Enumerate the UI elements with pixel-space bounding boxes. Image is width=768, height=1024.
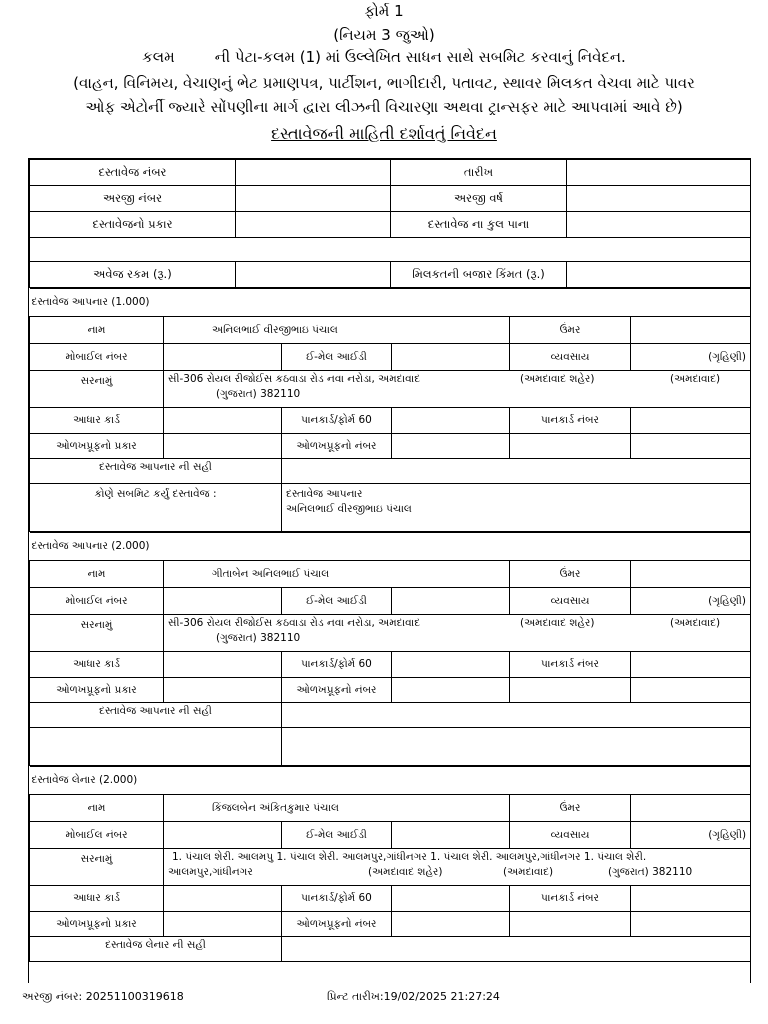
application-number-label: અરજી નંબર	[30, 186, 236, 212]
executant-1-id-number-value	[392, 434, 510, 459]
claimant-2-extra-1	[510, 912, 631, 937]
claimant-2-address-state: (ગુજરાત) 382110	[608, 866, 693, 878]
executant-1-heading: દસ્તાવેજ આપનાર (1.000)	[30, 289, 751, 317]
claimant-2-signature-box	[282, 937, 751, 962]
blank-row	[30, 238, 751, 262]
date-label: તારીખ	[391, 160, 567, 186]
executant-1-id-number-label: ઓળખપ્રૂફનો નંબર	[282, 434, 392, 459]
doc-type-value	[236, 212, 391, 238]
executant-2-id-number-label: ઓળખપ્રૂફનો નંબર	[282, 678, 392, 703]
executant-1-aadhaar-value	[164, 408, 282, 434]
document-info-table	[29, 159, 751, 288]
section-word: કલમ	[142, 48, 175, 66]
executant-2-signature-box	[282, 703, 751, 728]
claimant-2-address-city: (અમદાવાદ શહેર)	[368, 866, 443, 878]
executant-2-aadhaar-value	[164, 652, 282, 678]
executant-2-blank-right	[282, 728, 751, 766]
executant-2-address-label: સરનામું	[30, 615, 164, 652]
executant-1-pan-form60-value	[392, 408, 510, 434]
executant-2-email-label: ઈ-મેલ આઈડી	[282, 588, 392, 615]
executant-1-occupation: (ગૃહિણી)	[631, 344, 751, 371]
executant-1-mobile-value	[164, 344, 282, 371]
executant-2-address-line: સી-306 રોયલ રીજોઈસ કઠવાડા રોડ નવા નરોડા, અમદાવાદ	[168, 617, 421, 629]
executant-2-age-label: ઉંમર	[510, 561, 631, 588]
executant-1-extra-1	[510, 434, 631, 459]
executant-2-address-city: (અમદાવાદ શહેર)	[520, 617, 595, 629]
market-value-label: મિલકતની બજાર કિંમત (રૂ.)	[391, 262, 567, 288]
date-value	[567, 160, 751, 186]
claimant-2-pan-form60-value	[392, 886, 510, 912]
application-year-label: અરજી વર્ષ	[391, 186, 567, 212]
executant-1-aadhaar-label: આધાર કાર્ડ	[30, 408, 164, 434]
executant-1-id-type-value	[164, 434, 282, 459]
executant-1-mobile-label: મોબાઈલ નંબર	[30, 344, 164, 371]
claimant-2-pan-number-value	[631, 886, 751, 912]
consideration-value	[236, 262, 391, 288]
footer-print-date: પ્રિન્ટ તારીખ:19/02/2025 21:27:24	[327, 990, 500, 1003]
executant-2-extra-2	[631, 678, 751, 703]
form-number: ફોર્મ 1	[364, 2, 404, 20]
claimant-2-id-type-value	[164, 912, 282, 937]
claimant-2-name: કિંજલબેન અંકિતકુમાર પંચાલ	[164, 795, 510, 822]
executant-1-pan-number-label: પાનકાર્ડ નંબર	[510, 408, 631, 434]
executant-2-extra-1	[510, 678, 631, 703]
executant-2-id-number-value	[392, 678, 510, 703]
claimant-2-address-line: 1. પંચાલ શેરી. આલમપુ 1. પંચાલ શેરી. આલમપુર,ગાંધીનગર 1. પંચાલ શેરી. આલમપુર,ગાંધીનગર 1. પંચાલ શેરી.	[172, 851, 647, 863]
doc-number-label: દસ્તાવેજ નંબર	[30, 160, 236, 186]
executant-2-blank-left	[30, 728, 282, 766]
claimant-2-id-number-value	[392, 912, 510, 937]
claimant-2-id-type-label: ઓળખપ્રૂફનો પ્રકાર	[30, 912, 164, 937]
executant-2-age-value	[631, 561, 751, 588]
claimant-2-heading: દસ્તાવેજ લેનાર (2.000)	[30, 767, 751, 795]
executant-2-aadhaar-label: આધાર કાર્ડ	[30, 652, 164, 678]
claimant-2-pan-number-label: પાનકાર્ડ નંબર	[510, 886, 631, 912]
executant-2-heading: દસ્તાવેજ આપનાર (2.000)	[30, 533, 751, 561]
executant-2-table	[29, 532, 751, 766]
application-year-value	[567, 186, 751, 212]
executant-1-address	[164, 371, 751, 408]
executant-2-pan-form60-value	[392, 652, 510, 678]
form-title: દસ્તાવેજની માહિતી દર્શાવતું નિવેદન	[271, 124, 497, 143]
claimant-2-occupation-label: વ્યવસાય	[510, 822, 631, 849]
executant-1-address-label: સરનામું	[30, 371, 164, 408]
executant-1-name-label: નામ	[30, 317, 164, 344]
executant-2-mobile-value	[164, 588, 282, 615]
description-line-1: (વાહન, વિનિમય, વેચાણનું ભેટ પ્રમાણપત્ર, પાર્ટીશન, ભાગીદારી, પતાવટ, સ્થાવર મિલકત વેચવા માટે પાવર	[73, 74, 695, 92]
executant-1-name: અનિલભાઈ વીરજીભાઇ પંચાલ	[164, 317, 510, 344]
executant-1-age-value	[631, 317, 751, 344]
executant-2-pan-form60-label: પાનકાર્ડ/ફોર્મ 60	[282, 652, 392, 678]
claimant-2-signature-label: દસ્તાવેજ લેનાર ની સહી	[30, 937, 282, 962]
executant-1-signature-box	[282, 459, 751, 484]
executant-2-id-type-label: ઓળખપ્રૂફનો પ્રકાર	[30, 678, 164, 703]
executant-2-pan-number-label: પાનકાર્ડ નંબર	[510, 652, 631, 678]
submitted-by-name: અનિલભાઈ વીરજીભાઇ પંચાલ	[286, 503, 412, 515]
rule-reference: (નિયમ 3 જુઓ)	[333, 26, 435, 44]
market-value-value	[567, 262, 751, 288]
claimant-2-pan-form60-label: પાનકાર્ડ/ફોર્મ 60	[282, 886, 392, 912]
executant-1-email-value	[392, 344, 510, 371]
section-statement-text: ની પેટા-કલમ (1) માં ઉલ્લેખિત સાધન સાથે સબમિટ કરવાનું નિવેદન.	[214, 48, 626, 66]
executant-2-mobile-label: મોબાઈલ નંબર	[30, 588, 164, 615]
executant-1-pan-form60-label: પાનકાર્ડ/ફોર્મ 60	[282, 408, 392, 434]
claimant-2-aadhaar-label: આધાર કાર્ડ	[30, 886, 164, 912]
claimant-2-mobile-label: મોબાઈલ નંબર	[30, 822, 164, 849]
executant-2-occupation-label: વ્યવસાય	[510, 588, 631, 615]
form-box	[28, 158, 751, 983]
claimant-2-extra-2	[631, 912, 751, 937]
claimant-2-age-label: ઉંમર	[510, 795, 631, 822]
submitted-by-role: દસ્તાવેજ આપનાર	[286, 488, 363, 500]
executant-1-extra-2	[631, 434, 751, 459]
application-number-value	[236, 186, 391, 212]
doc-type-label: દસ્તાવેજનો પ્રકાર	[30, 212, 236, 238]
claimant-2-age-value	[631, 795, 751, 822]
claimant-2-address-label: સરનામું	[30, 849, 164, 886]
executant-1-address-state: (ગુજરાત) 382110	[216, 388, 301, 400]
consideration-label: અવેજ રકમ (રૂ.)	[30, 262, 236, 288]
executant-1-occupation-label: વ્યવસાય	[510, 344, 631, 371]
claimant-2-address	[164, 849, 751, 886]
section-statement	[0, 48, 768, 66]
submitted-by-label: કોણે સબમિટ કર્યું દસ્તાવેજ :	[30, 484, 282, 532]
executant-2-id-type-value	[164, 678, 282, 703]
total-pages-value	[567, 212, 751, 238]
executant-1-address-line: સી-306 રોયલ રીજોઈસ કઠવાડા રોડ નવા નરોડા, અમદાવાદ	[168, 373, 421, 385]
executant-1-age-label: ઉંમર	[510, 317, 631, 344]
footer-application-number: અરજી નંબર: 20251100319618	[22, 990, 184, 1003]
total-pages-label: દસ્તાવેજ ના કુલ પાના	[391, 212, 567, 238]
executant-1-address-district: (અમદાવાદ)	[670, 373, 721, 385]
executant-1-table	[29, 288, 751, 532]
executant-1-address-city: (અમદાવાદ શહેર)	[520, 373, 595, 385]
executant-2-address-district: (અમદાવાદ)	[670, 617, 721, 629]
claimant-2-address-district: (અમદાવાદ)	[503, 866, 554, 878]
claimant-2-occupation: (ગૃહિણી)	[631, 822, 751, 849]
executant-1-signature-label: દસ્તાવેજ આપનાર ની સહી	[30, 459, 282, 484]
executant-2-email-value	[392, 588, 510, 615]
executant-1-id-type-label: ઓળખપ્રૂફનો પ્રકાર	[30, 434, 164, 459]
executant-2-name: ગીતાબેન અનિલભાઈ પંચાલ	[164, 561, 510, 588]
claimant-2-aadhaar-value	[164, 886, 282, 912]
description-line-2: ઓફ એટોર્ની જ્યારે સોંપણીના માર્ગ દ્વારા લીઝની વિચારણા અથવા ટ્રાન્સફર માટે આપવામાં આવે છે)	[85, 98, 683, 116]
executant-2-pan-number-value	[631, 652, 751, 678]
claimant-2-email-value	[392, 822, 510, 849]
claimant-2-email-label: ઈ-મેલ આઈડી	[282, 822, 392, 849]
executant-2-name-label: નામ	[30, 561, 164, 588]
claimant-2-mobile-value	[164, 822, 282, 849]
executant-2-occupation: (ગૃહિણી)	[631, 588, 751, 615]
claimant-2-table	[29, 766, 751, 962]
claimant-2-id-number-label: ઓળખપ્રૂફનો નંબર	[282, 912, 392, 937]
executant-2-address	[164, 615, 751, 652]
claimant-2-name-label: નામ	[30, 795, 164, 822]
executant-2-address-state: (ગુજરાત) 382110	[216, 632, 301, 644]
claimant-2-address-line-2: આલમપુર,ગાંધીનગર	[168, 866, 253, 878]
submitted-by-value	[282, 484, 751, 532]
executant-1-pan-number-value	[631, 408, 751, 434]
executant-2-signature-label: દસ્તાવેજ આપનાર ની સહી	[30, 703, 282, 728]
doc-number-value	[236, 160, 391, 186]
executant-1-email-label: ઈ-મેલ આઈડી	[282, 344, 392, 371]
